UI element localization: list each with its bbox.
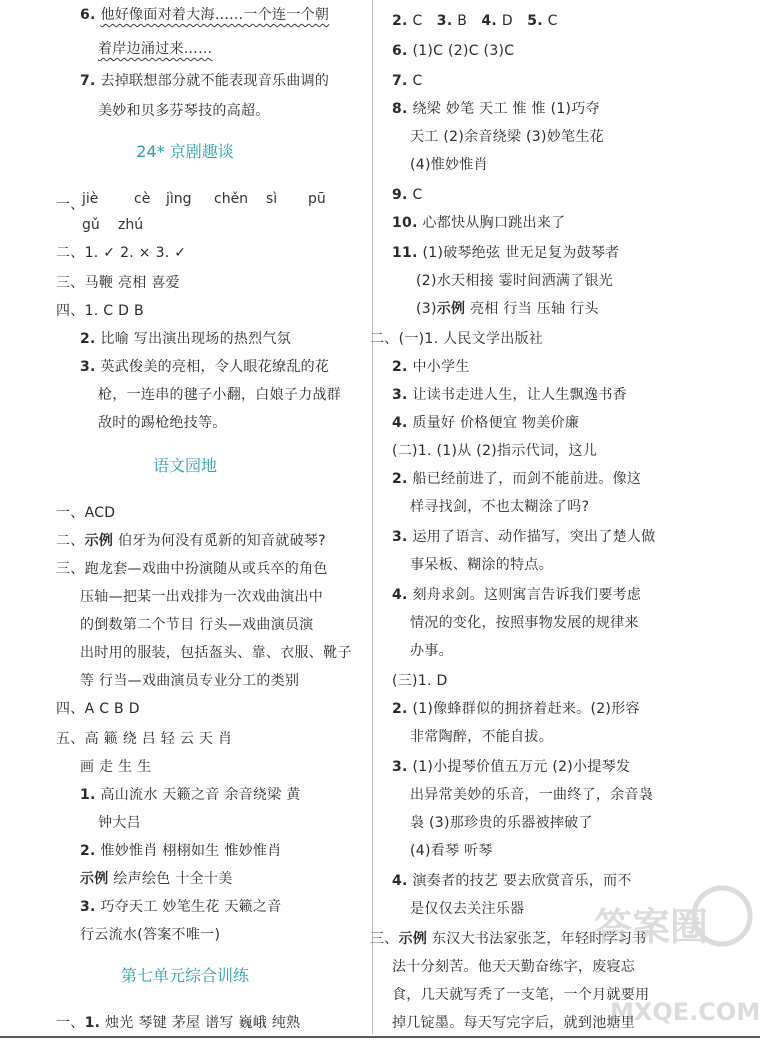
- r-q4-number: 4.: [481, 13, 498, 29]
- s4-q3-line3: 敌时的踢枪绝技等。: [98, 415, 227, 431]
- p2c-q4-number: 4.: [392, 873, 408, 889]
- pinyin-5: sì: [266, 191, 278, 207]
- watermark-text: 答案圈: [594, 905, 709, 949]
- q6-line2: [98, 40, 212, 58]
- p2-q3-number: 3.: [392, 387, 408, 403]
- g3-line5: 等 行当—戏曲演员专业分工的类别: [80, 673, 300, 689]
- g4-answer: 四、A C B D: [56, 701, 140, 717]
- q7-number: 7.: [80, 73, 96, 89]
- p2b-q2-text-1: 船已经前进了，而剑不能前进。像这: [412, 471, 642, 487]
- section3-answers: 三、马鞭 亮相 喜爱: [56, 275, 180, 291]
- q7-text-1: 去掉联想部分就不能表现音乐曲调的: [100, 73, 330, 89]
- p2-q3: [392, 386, 627, 404]
- r11-example-label: 示例: [436, 301, 466, 317]
- r-q5-number: 5.: [527, 13, 543, 29]
- u1-prefix: 一、: [56, 1015, 85, 1031]
- g3-line4: 出时用的服装，包括盔头、靠、衣服、靴子: [80, 645, 352, 661]
- q6-number: 6.: [80, 7, 96, 23]
- r11-sub3: (3): [416, 301, 437, 317]
- p3-text-1: 东汉大书法家张芝，年轻时学习书: [431, 931, 647, 947]
- p2b-q4-line3: 办事。: [410, 643, 453, 659]
- p2b-q4-line2: 情况的变化，按照事物发展的规律来: [410, 615, 639, 631]
- p2b-q2-line1: [392, 470, 641, 488]
- p2b-q4-number: 4.: [392, 587, 408, 603]
- p2c-q3-line4: (4)看琴 听琴: [410, 843, 493, 859]
- p3-line3: 食，几天就写秃了一支笔，一个月就要用: [392, 987, 650, 1003]
- u1-number: 1.: [84, 1015, 101, 1031]
- r11-text-1: (1)破琴绝弦 世无足复为鼓琴者: [422, 245, 620, 261]
- p3-example-label: 示例: [398, 931, 428, 947]
- r11-line3: [416, 300, 599, 318]
- q6-text-2: 着岸边涌过来……: [98, 41, 213, 57]
- s4-q2-text: 比喻 写出演出现场的热烈气氛: [100, 331, 292, 347]
- u1-text: 烛光 琴键 茅屋 谱写 巍峨 纯熟: [105, 1015, 301, 1031]
- r9: [392, 186, 423, 204]
- r8-text-1: 绕梁 妙笔 天工 惟 惟 (1)巧夺: [412, 101, 600, 117]
- p2c-q3-line2: 出异常美妙的乐音，一曲终了，余音袅: [410, 787, 654, 803]
- p2-q2-text: 中小学生: [412, 359, 470, 375]
- g2-example-label: 示例: [84, 533, 114, 549]
- pinyin-3: jìng: [166, 191, 192, 207]
- r11-line2: (2)水天相接 霎时间洒满了银光: [416, 273, 614, 289]
- r10: [392, 214, 565, 232]
- p2-q4-number: 4.: [392, 415, 408, 431]
- pinyin-4: chěn: [214, 191, 249, 207]
- u1-answer: [56, 1014, 300, 1032]
- g5-q1-line2: 钟大吕: [98, 815, 141, 831]
- g5-q2-line2: [80, 870, 233, 888]
- pinyin-1: jiè: [82, 191, 99, 207]
- p3-line4: 掉几锭墨。每天写完字后，就到池塘里: [392, 1015, 636, 1031]
- r-q3-answer: B: [457, 13, 468, 29]
- g5-q3-line2: 行云流水(答案不唯一): [80, 927, 221, 943]
- g5-q2-text-2: 绘声绘色 十全十美: [113, 871, 233, 887]
- pinyin-8: zhú: [118, 217, 144, 233]
- section1-prefix: 一、: [56, 197, 85, 213]
- r8-number: 8.: [392, 101, 408, 117]
- g5-q3-number: 3.: [80, 899, 96, 915]
- g5-q2-text: 惟妙惟肖 栩栩如生 惟妙惟肖: [100, 843, 282, 859]
- section2-answers: 二、1. ✓ 2. × 3. ✓: [56, 245, 187, 261]
- p2c-q3-number: 3.: [392, 759, 408, 775]
- watermark-logo: [590, 880, 758, 1030]
- r6-text: (1)C (2)C (3)C: [412, 43, 515, 59]
- r6: [392, 42, 514, 60]
- r8-line2: 天工 (2)余音绕梁 (3)妙笔生花: [410, 129, 604, 145]
- r8-line1: [392, 100, 600, 118]
- p2-q2-number: 2.: [392, 359, 408, 375]
- s4-q3-line2: 枪，一连串的毽子小翻，白娘子力战群: [98, 387, 342, 403]
- q6-line1: [80, 6, 329, 24]
- p2b-q3-number: 3.: [392, 529, 408, 545]
- p2b-q3-text-1: 运用了语言、动作描写，突出了楚人做: [412, 529, 656, 545]
- g5-q3-text-1: 巧夺天工 妙笔生花 天籁之音: [100, 899, 282, 915]
- p2c-q3-line1: [392, 758, 630, 776]
- g5-q2-number: 2.: [80, 843, 96, 859]
- p3-line2: 法十分刻苦。他天天勤奋练字，废寝忘: [392, 959, 636, 975]
- r11-line1: [392, 244, 620, 262]
- p2b-q4-text-1: 刻舟求剑。这则寓言告诉我们要考虑: [412, 587, 642, 603]
- p2-q1: 二、(一)1. 人民文学出版社: [370, 331, 544, 347]
- p2-q4-text: 质量好 价格便宜 物美价廉: [412, 415, 580, 431]
- r-q5-answer: C: [547, 13, 558, 29]
- r10-text: 心都快从胸口跳出来了: [422, 215, 566, 231]
- p2-q2: [392, 358, 470, 376]
- p2c-q4-text-1: 演奏者的技艺 要去欣赏音乐，而不: [412, 873, 632, 889]
- p2b-q3-line2: 事呆板、糊涂的特点。: [410, 557, 553, 573]
- r-q2-answer: C: [412, 13, 423, 29]
- g2-answer: [56, 532, 326, 550]
- p2-q4: [392, 414, 579, 432]
- g3-line1: 三、跑龙套—戏曲中扮演随从或兵卒的角色: [56, 561, 328, 577]
- p2b-q3-line1: [392, 528, 656, 546]
- watermark-sub: MXQE.COM: [610, 998, 758, 1026]
- p2c-q3-text-1: (1)小提琴价值五万元 (2)小提琴发: [412, 759, 631, 775]
- p2c-q2-text-1: (1)像蜂群似的拥挤着赶来。(2)形容: [412, 701, 640, 717]
- p2-q3-text: 让读书走进人生，让人生飘逸书香: [412, 387, 627, 403]
- g5-line1: 五、高 籁 绕 吕 轻 云 天 肖: [56, 731, 233, 747]
- p2c-q2-line2: 非常陶醉，不能自拔。: [410, 729, 553, 745]
- r8-line3: (4)惟妙惟肖: [410, 157, 488, 173]
- p2c-q4-line1: [392, 872, 632, 890]
- g5-q1-text-1: 高山流水 天籁之音 余音绕梁 黄: [100, 787, 301, 803]
- s4-q2: [80, 330, 291, 348]
- r-q2-number: 2.: [392, 13, 408, 29]
- p2b-q1: (二)1. (1)从 (2)指示代词，这儿: [392, 443, 598, 459]
- r-q4-answer: D: [501, 13, 513, 29]
- s4-q3-text-1: 英武俊美的亮相，令人眼花缭乱的花: [100, 359, 330, 375]
- lesson24-title: 24* 京剧趣谈: [136, 142, 234, 161]
- p2c-q3-line3: 袅 (3)那珍贵的乐器被摔破了: [410, 815, 593, 831]
- r-q3-number: 3.: [436, 13, 453, 29]
- garden-title: 语文园地: [152, 456, 217, 475]
- r9-number: 9.: [392, 187, 408, 203]
- r6-number: 6.: [392, 43, 408, 59]
- p2b-q4-line1: [392, 586, 641, 604]
- q7-line1: [80, 72, 329, 90]
- r9-text: C: [412, 187, 423, 203]
- p2c-q2-number: 2.: [392, 701, 408, 717]
- unit7-title: 第七单元综合训练: [120, 966, 249, 985]
- g5-q1-line1: [80, 786, 301, 804]
- g3-line3: 的倒数第二个节目 行头—戏曲演员演: [80, 617, 314, 633]
- s4-q2-number: 2.: [80, 331, 96, 347]
- q7-line2: 美妙和贝多芬琴技的高超。: [98, 103, 270, 119]
- page-bottom-rule: [0, 1036, 760, 1038]
- p3-line1: [370, 930, 646, 948]
- watermark-icon: [590, 880, 758, 1030]
- q6-text-1: 他好像面对着大海……一个连一个朝: [100, 7, 330, 23]
- g1-answer: 一、ACD: [56, 505, 116, 521]
- g5-line2: 画 走 生 生: [80, 759, 152, 775]
- g2-text: 伯牙为何没有觅新的知音就破琴?: [117, 533, 326, 549]
- g5-q2-example-label: 示例: [80, 871, 109, 887]
- g5-q2-line1: [80, 842, 282, 860]
- pinyin-6: pū: [308, 191, 326, 207]
- section4-answers: 四、1. C D B: [56, 303, 144, 319]
- pinyin-7: gǔ: [82, 217, 100, 233]
- p3-prefix: 三、: [370, 931, 399, 947]
- r7-number: 7.: [392, 73, 408, 89]
- g3-line2: 压轴—把某一出戏排为一次戏曲演出中: [80, 589, 324, 605]
- g2-prefix: 二、: [56, 533, 85, 549]
- p2c-q4-line2: 是仅仅去关注乐器: [410, 901, 525, 917]
- r11-number: 11.: [392, 245, 418, 261]
- p2c-q1: (三)1. D: [392, 673, 448, 689]
- r11-text-3: 亮相 行当 压轴 行头: [470, 301, 599, 317]
- r7: [392, 72, 423, 90]
- s4-q3-line1: [80, 358, 329, 376]
- column-divider: [372, 0, 373, 1034]
- s4-q3-number: 3.: [80, 359, 96, 375]
- p2b-q2-line2: 样寻找剑，不也太糊涂了吗?: [410, 499, 590, 515]
- r7-text: C: [412, 73, 423, 89]
- p2b-q2-number: 2.: [392, 471, 408, 487]
- p2c-q2-line1: [392, 700, 640, 718]
- pinyin-2: cè: [134, 191, 151, 207]
- g5-q3-line1: [80, 898, 282, 916]
- r-line-2to5: [392, 12, 558, 30]
- r10-number: 10.: [392, 215, 418, 231]
- g5-q1-number: 1.: [80, 787, 96, 803]
